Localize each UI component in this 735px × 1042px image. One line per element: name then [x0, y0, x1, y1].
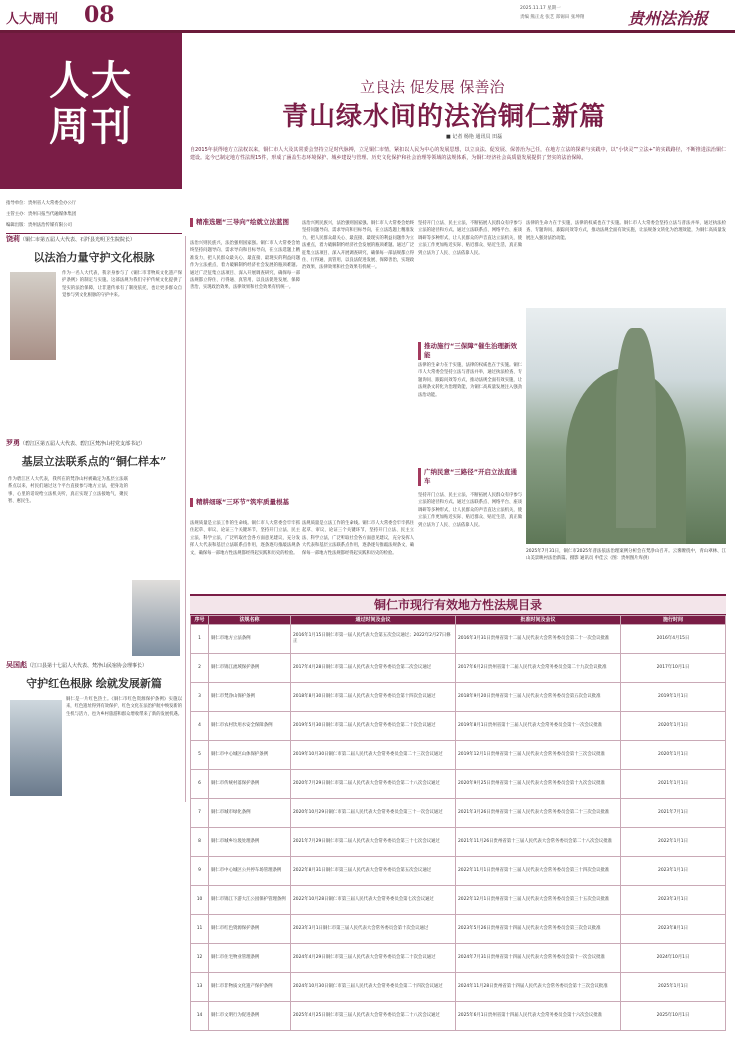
table-cell: 2025年4月25日铜仁市第三届人民代表大会常务委员会第二十八次会议通过 — [291, 1002, 456, 1031]
table-cell: 铜仁市城乡垃圾处理条例 — [209, 828, 291, 857]
masthead-line: 编辑出版：贵州法治传媒有限公司 — [6, 223, 72, 228]
table-row — [191, 857, 726, 886]
regulations-table — [190, 615, 726, 1031]
feature-kicker: 立良法 促发展 保善治 — [360, 78, 505, 96]
section-1-body-cont: 法治兴则民族兴，法治强则国家强。铜仁市人大常委会始终坚持问题导向、需求导向和目标导向，在立法选题上精准发力，把人民群众最关心、最直接、最现实的利益问题作为立法重点，着力破解制约经济社会发展的瓶颈难题。通过广泛征集立法项目、深入开展调查研究，确保每一部法规都立得住、行得通、真管用，以良法促进发展、保障善治，实现政治效果、法律效果和社会效果有机统一。 — [302, 221, 414, 271]
feature-photo — [526, 308, 726, 544]
table-cell: 12 — [191, 944, 209, 973]
table-cell: 2022年11月1日贵州省第十三届人民代表大会常务委员会第三十四次会议批准 — [456, 857, 621, 886]
section-1-heading: 精准选题“三导向”绘就立法蓝图 — [190, 218, 300, 227]
table-cell: 铜仁市地方立法条例 — [209, 625, 291, 654]
section-3-intro: 坚持开门立法、民主立法，不断拓展人民群众有序参与立法的途径和方式。通过立法联系点、网络平台、座谈调研等多种形式，让人民群众的声音直达立法机关，使立法工作更加贴近实际、贴近群众、贴近生活，真正做到立法为了人民、立法依靠人民。 — [418, 221, 522, 256]
interview-body: 作为一名人大代表，我亲身参与了《铜仁市非物质文化遗产保护条例》的制定与实施。这部法规为我们守护传统文化提供了坚实的法治保障，让非遗传承有了制度依托，也让更多群众自觉参与到文化根脉的守护中来。 — [62, 271, 182, 299]
table-cell: 10 — [191, 886, 209, 915]
table-cell: 2 — [191, 654, 209, 683]
table-cell: 铜仁市传统村落保护条例 — [209, 770, 291, 799]
table-title: 铜仁市现行有效地方性法规目录 — [190, 594, 726, 615]
interview-title: 基层立法联系点的“铜仁样本” — [21, 455, 167, 468]
table-cell: 2017年6月2日贵州省第十二届人民代表大会常务委员会第二十九次会议批准 — [456, 654, 621, 683]
section-2-heading: 精耕细琢“三环节”筑牢质量根基 — [190, 498, 300, 507]
table-cell: 铜仁市锦江下游大江公园保护管理条例 — [209, 886, 291, 915]
table-cell: 2016年1月15日铜仁市第一届人民代表大会第五次会议通过；2022年2月27日修正 — [291, 625, 456, 654]
table-row — [191, 625, 726, 654]
table-cell: 2024年11月28日贵州省第十四届人民代表大会常务委员会第十三次会议批准 — [456, 973, 621, 1002]
table-cell: 2024年10月30日铜仁市第三届人民代表大会常务委员会第二十四次会议通过 — [291, 973, 456, 1002]
masthead-line: 主管主办：贵州日报当代融媒体集团 — [6, 212, 77, 217]
section-4-body: 法律的生命力在于实施，法律的权威也在于实施。铜仁市人大常委会坚持立法与普法并举，通过执法检查、专题询问、跟踪问效等方式，推动法规全面有效实施，让法规条文转化为治理效能，为铜仁高质量发展注入强劲法治动能。 — [418, 363, 522, 398]
section-2-body: 法规质量是立法工作的生命线。铜仁市人大常委会牢牢抓住起草、审议、论证三个关键环节，坚持开门立法、民主立法、科学立法，广泛听取社会各方面意见建议，充分发挥人大代表和基层立法联系点作用，逐条逐句推敲法规条文，确保每一部地方性法规都经得起实践和历史的检验。 — [190, 521, 300, 556]
section-4-heading: 推动施行“三保障”催生治理新效能 — [418, 342, 522, 360]
table-cell: 14 — [191, 1002, 209, 1031]
table-row — [191, 973, 726, 1002]
table-cell: 2019年8月1日贵州省第十三届人民代表大会常务委员会第十一次会议批准 — [456, 712, 621, 741]
table-cell: 2018年8月30日铜仁市第二届人民代表大会常务委员会第十四次会议通过 — [291, 683, 456, 712]
table-cell: 铜仁市锦江流域保护条例 — [209, 654, 291, 683]
interview-2 — [6, 440, 182, 469]
table-cell: 2019年12月1日贵州省第十三届人民代表大会常务委员会第十三次会议批准 — [456, 741, 621, 770]
masthead-title: 人大周刊 — [49, 57, 133, 150]
table-cell: 铜仁市红色资源保护条例 — [209, 915, 291, 944]
table-row — [191, 683, 726, 712]
col-header: 通过时间及会议 — [291, 616, 456, 625]
table-row — [191, 828, 726, 857]
table-cell: 2024年10月1日 — [621, 944, 726, 973]
table-row — [191, 712, 726, 741]
table-cell: 2021年3月26日贵州省第十三届人民代表大会常务委员会第二十三次会议批准 — [456, 799, 621, 828]
table-cell: 2021年7月29日铜仁市第二届人民代表大会常务委员会第三十七次会议通过 — [291, 828, 456, 857]
interview-1 — [6, 236, 182, 265]
header-date: 2025.11.17 星期一 — [520, 6, 561, 11]
table-cell: 2021年7月1日 — [621, 799, 726, 828]
table-cell: 2018年9月20日贵州省第十三届人民代表大会常务委员会第五次会议批准 — [456, 683, 621, 712]
header-column-label: 人大周刊 — [6, 12, 59, 27]
table-cell: 2023年3月1日 — [621, 886, 726, 915]
table-cell: 2023年8月1日 — [621, 915, 726, 944]
table-cell: 2023年3月1日铜仁市第三届人民代表大会常务委员会第十次会议通过 — [291, 915, 456, 944]
section-3-heading: 广纳民意“三路径”开启立法直通车 — [418, 468, 522, 486]
table-row — [191, 886, 726, 915]
table-cell: 2020年10月29日铜仁市第二届人民代表大会常务委员会第三十一次会议通过 — [291, 799, 456, 828]
regulations-table-block — [190, 594, 726, 1031]
interviewee-meta: （江口县第十七届人大代表、梵净山民宿协会理事长） — [27, 663, 148, 669]
table-cell: 1 — [191, 625, 209, 654]
table-row — [191, 915, 726, 944]
table-cell: 2019年10月30日铜仁市第二届人民代表大会常务委员会第二十三次会议通过 — [291, 741, 456, 770]
table-cell: 2025年10月1日 — [621, 1002, 726, 1031]
table-cell: 4 — [191, 712, 209, 741]
table-cell: 2022年10月28日铜仁市第三届人民代表大会常务委员会第七次会议通过 — [291, 886, 456, 915]
table-cell: 2022年8月31日铜仁市第三届人民代表大会常务委员会第五次会议通过 — [291, 857, 456, 886]
table-cell: 2024年4月29日铜仁市第三届人民代表大会常务委员会第二十次会议通过 — [291, 944, 456, 973]
table-cell: 铜仁市非物质文化遗产保护条例 — [209, 973, 291, 1002]
table-cell: 2020年7月29日铜仁市第二届人民代表大会常务委员会第二十八次会议通过 — [291, 770, 456, 799]
section-1-body: 法治兴则民族兴，法治强则国家强。铜仁市人大常委会始终坚持问题导向、需求导向和目标导向，在立法选题上精准发力，把人民群众最关心、最直接、最现实的利益问题作为立法重点，着力破解制约经济社会发展的瓶颈难题。通过广泛征集立法项目、深入开展调查研究，确保每一部法规都立得住、行得通、真管用，以良法促进发展、保障善治，实现政治效果、法律效果和社会效果有机统一。 — [190, 241, 300, 291]
interview-3 — [6, 662, 182, 691]
interviewee-meta: （铜仁市第五届人大代表、石阡县光明卫生院院长） — [20, 237, 136, 243]
table-cell: 2023年5月26日贵州省第十四届人民代表大会常务委员会第三次会议批准 — [456, 915, 621, 944]
table-cell: 铜仁市城市绿化条例 — [209, 799, 291, 828]
table-cell: 2022年1月1日 — [621, 828, 726, 857]
section-2-body-cont: 法规质量是立法工作的生命线。铜仁市人大常委会牢牢抓住起草、审议、论证三个关键环节，坚持开门立法、民主立法、科学立法，广泛听取社会各方面意见建议，充分发挥人大代表和基层立法联系点作用，逐条逐句推敲法规条文，确保每一部地方性法规都经得起实践和历史的检验。 — [302, 521, 414, 556]
interviewee-photo — [10, 272, 56, 360]
interview-body: 作为碧江区人大代表，我所在的梵净山村被确定为基层立法联系点以来，村民们通过这个平台直接参与地方立法，把身边的事、心里的话说给立法机关听，真正实现了立法接地气、聚民智、惠民生。 — [8, 477, 128, 505]
interviewee-photo — [132, 580, 180, 656]
table-row — [191, 654, 726, 683]
table-cell: 7 — [191, 799, 209, 828]
mountain-shape — [616, 328, 656, 528]
table-cell: 铜仁市梵净山保护条例 — [209, 683, 291, 712]
table-cell: 2020年1月1日 — [621, 712, 726, 741]
interviewee-name: 罗勇 — [6, 439, 20, 447]
column-rule — [185, 236, 186, 802]
right-column-text: 法律的生命力在于实施，法律的权威也在于实施。铜仁市人大常委会坚持立法与普法并举，通过执法检查、专题询问、跟踪问效等方式，推动法规全面有效实施，让法规条文转化为治理效能，为铜仁高质量发展注入强劲法治动能。 — [526, 221, 726, 241]
table-row — [191, 741, 726, 770]
feature-intro: 自2015年获得地方立法权以来，铜仁市人大及其常委会坚持立足时代脉搏，立足铜仁市情，紧扣以人民为中心的发展思想，以立良法、促发展、保善治为己任，在地方立法的探索与实践中，以“小快灵”“立法+”的实践路径，不断推进法治铜仁建设。迄今已制定地方性法规15件，形成了涵盖生态环境保护、城乡建设与管理、历史文化保护和社会治理等领域的法规体系，为铜仁经济社会高质量发展提供了坚实的法治保障。 — [190, 147, 726, 162]
interviewee-photo — [10, 700, 62, 796]
feature-byline: ■ 记者 杨艳 通讯员 田磊 — [446, 134, 503, 140]
table-cell: 2025年1月1日 — [621, 973, 726, 1002]
table-row — [191, 944, 726, 973]
interviewee-name: 饶莉 — [6, 235, 20, 243]
table-cell: 8 — [191, 828, 209, 857]
table-cell: 5 — [191, 741, 209, 770]
table-cell: 6 — [191, 770, 209, 799]
table-cell: 2019年1月1日 — [621, 683, 726, 712]
col-header: 法规名称 — [209, 616, 291, 625]
newspaper-logo: 贵州法治报 — [628, 9, 709, 28]
interview-title: 以法治力量守护文化根脉 — [33, 251, 155, 264]
table-row — [191, 1002, 726, 1031]
interviewee-meta: （碧江区第五届人大代表、碧江区梵净山村党支部书记） — [20, 441, 146, 447]
table-cell: 2021年1月1日 — [621, 770, 726, 799]
table-cell: 2023年1月1日 — [621, 857, 726, 886]
photo-caption: 2025年7月31日，铜仁市2025年普法依法治理案例分析会在梵净山召开。云雾缭绕中，青山翠林、江山美景映衬法治新篇。摄影 通讯员 申佳云（图：贵州图片库供） — [526, 549, 726, 561]
table-cell: 2017年4月28日铜仁市第二届人民代表大会常务委员会第二次会议通过 — [291, 654, 456, 683]
table-cell: 2025年6月1日贵州省第十四届人民代表大会常务委员会第十六次会议批准 — [456, 1002, 621, 1031]
table-cell: 11 — [191, 915, 209, 944]
table-row — [191, 799, 726, 828]
table-cell: 铜仁市中心城区山体保护条例 — [209, 741, 291, 770]
table-cell: 2017年10月1日 — [621, 654, 726, 683]
header-editors: 责编 熊正龙 张艺 郑锡田 张坤翔 — [520, 15, 585, 20]
table-cell: 2016年3月31日贵州省第十二届人民代表大会常务委员会第二十一次会议批准 — [456, 625, 621, 654]
interview-body: 铜仁是一片红色热土。《铜仁市红色资源保护条例》实施以来，红色遗址得到有效保护，红色文化在法治护航中焕发新的生机与活力，也为乡村旅游和群众增收带来了新的发展机遇。 — [66, 697, 182, 717]
table-cell: 2019年5月30日铜仁市第二届人民代表大会常务委员会第二十次会议通过 — [291, 712, 456, 741]
table-cell: 2024年7月31日贵州省第十四届人民代表大会常务委员会第十一次会议批准 — [456, 944, 621, 973]
table-cell: 铜仁市住宅物业管理条例 — [209, 944, 291, 973]
page-number: 08 — [84, 2, 115, 28]
section-3-body: 坚持开门立法、民主立法，不断拓展人民群众有序参与立法的途径和方式。通过立法联系点、网络平台、座谈调研等多种形式，让人民群众的声音直达立法机关，使立法工作更加贴近实际、贴近群众、贴近生活，真正做到立法为了人民、立法依靠人民。 — [418, 493, 522, 528]
interview-title: 守护红色根脉 绘就发展新篇 — [26, 677, 162, 690]
table-cell: 铜仁市中心城区公共停车场管理条例 — [209, 857, 291, 886]
feature-title: 青山绿水间的法治铜仁新篇 — [282, 102, 607, 132]
table-cell: 铜仁市农村饮用水安全保障条例 — [209, 712, 291, 741]
table-cell: 2020年1月1日 — [621, 741, 726, 770]
table-cell: 铜仁市文明行为促进条例 — [209, 1002, 291, 1031]
masthead-info — [6, 198, 186, 231]
table-cell: 13 — [191, 973, 209, 1002]
table-cell: 2016年4月15日 — [621, 625, 726, 654]
col-header: 施行时间 — [621, 616, 726, 625]
table-cell: 3 — [191, 683, 209, 712]
col-header: 批准时间及会议 — [456, 616, 621, 625]
interviewee-name: 吴国彪 — [6, 661, 27, 669]
col-header: 序号 — [191, 616, 209, 625]
table-header-row — [191, 616, 726, 625]
table-cell: 2020年9月25日贵州省第十三届人民代表大会常务委员会第十九次会议批准 — [456, 770, 621, 799]
table-cell: 2021年11月26日贵州省第十三届人民代表大会常务委员会第二十八次会议批准 — [456, 828, 621, 857]
table-cell: 2022年12月1日贵州省第十三届人民代表大会常务委员会第三十五次会议批准 — [456, 886, 621, 915]
masthead-divider — [6, 233, 182, 234]
masthead-line: 指导单位：贵州省人大常委会办公厅 — [6, 201, 77, 206]
table-row — [191, 770, 726, 799]
table-cell: 9 — [191, 857, 209, 886]
